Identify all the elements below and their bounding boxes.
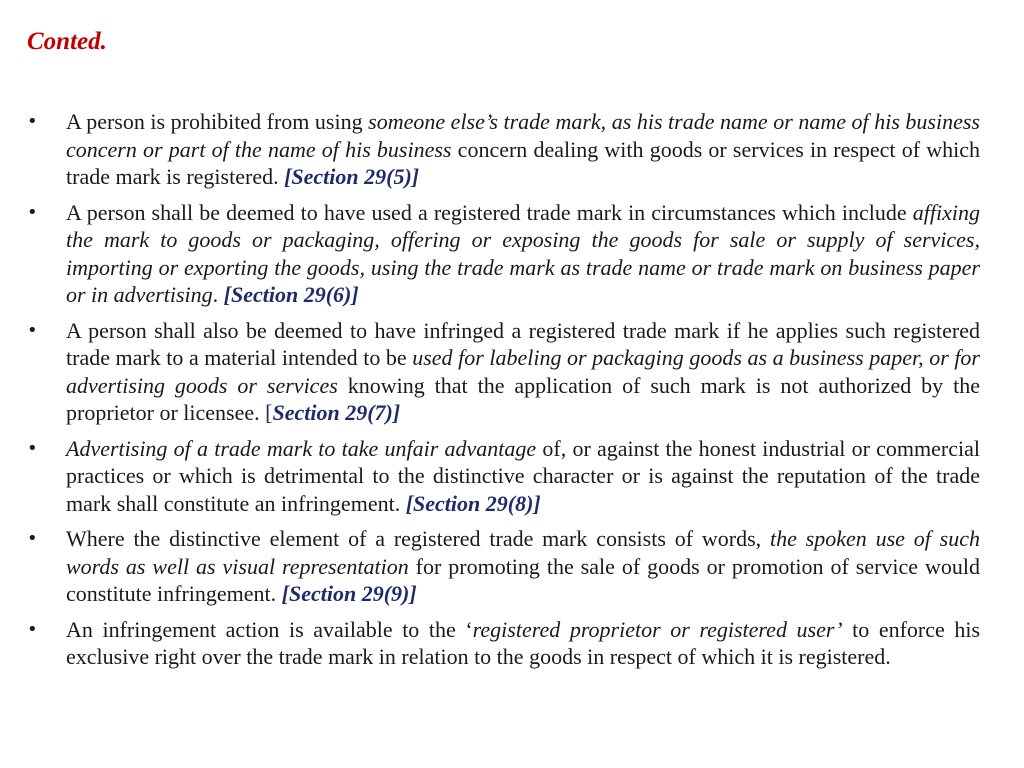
text-span: knowing that the application of such mark is not authorized by the proprietor or licensee.: [66, 372, 980, 425]
section-reference: [Section 29(6)]: [223, 282, 359, 307]
italic-span: the spoken use of such words as well as visual representation: [66, 526, 980, 579]
bullet-text: [66, 435, 980, 518]
bullet-item-5: [27, 525, 980, 608]
bullet-icon: •: [27, 201, 38, 223]
bullet-text: [66, 317, 980, 427]
italic-span: registered proprietor or registered user’: [472, 616, 843, 642]
text-span: Where the distinctive element of a registered trade mark consists of words,: [66, 526, 770, 551]
italic-span: Advertising of a trade mark to take unfair advantage: [66, 435, 537, 461]
text-span: An infringement action is available to the ‘: [66, 616, 473, 642]
text-span: concern dealing with goods or services in respect of which trade mark is registered.: [66, 136, 980, 189]
text-span: .: [212, 282, 224, 307]
section-reference: [Section 29(5)]: [284, 164, 420, 189]
section-reference: Section 29(7)]: [272, 400, 401, 425]
section-reference: [Section 29(8)]: [405, 490, 541, 516]
bullet-list: [27, 108, 980, 679]
section-reference: [Section 29(9)]: [281, 581, 417, 606]
bullet-item-3: [27, 317, 980, 427]
slide-title: Conted.: [27, 28, 107, 55]
italic-span: affixing the mark to goods or packaging, offering or exposing the goods for sale or supply of services, importing or exporting the goods, using the trade mark as trade name or trade mark on business paper or in advertising: [66, 199, 980, 307]
bullet-item-2: [27, 199, 980, 309]
text-span: A person is prohibited from using: [66, 109, 369, 134]
bullet-text: [66, 108, 980, 191]
section-reference-open: [: [265, 400, 273, 425]
italic-span: used for labeling or packaging goods as a business paper, or for advertising goods or services: [66, 345, 980, 398]
bullet-item-4: [27, 435, 980, 518]
bullet-icon: •: [27, 319, 38, 341]
italic-span: someone else’s trade mark, as his trade name or name of his business concern or part of the name of his business: [66, 109, 980, 162]
bullet-icon: •: [27, 111, 38, 132]
bullet-item-6: [27, 616, 980, 671]
text-span: of, or against the honest industrial or commercial practices or which is detrimental to the distinctive character or is against the reputation of the trade mark shall constitute an infringement.: [66, 435, 981, 516]
text-span: for promoting the sale of goods or promotion of service would constitute infringement.: [66, 553, 980, 606]
text-span: to enforce his exclusive right over the trade mark in relation to the goods in respect of which it is registered.: [66, 616, 981, 669]
bullet-text: [66, 525, 980, 608]
bullet-text: [66, 616, 980, 671]
bullet-icon: •: [27, 618, 38, 640]
bullet-icon: •: [27, 528, 38, 549]
text-span: A person shall be deemed to have used a registered trade mark in circumstances which include: [66, 199, 913, 225]
text-span: A person shall also be deemed to have infringed a registered trade mark if he applies such registered trade mark to a material intended to be: [66, 317, 980, 370]
bullet-text: [66, 199, 980, 309]
bullet-item-1: [27, 108, 980, 191]
bullet-icon: •: [27, 437, 38, 459]
